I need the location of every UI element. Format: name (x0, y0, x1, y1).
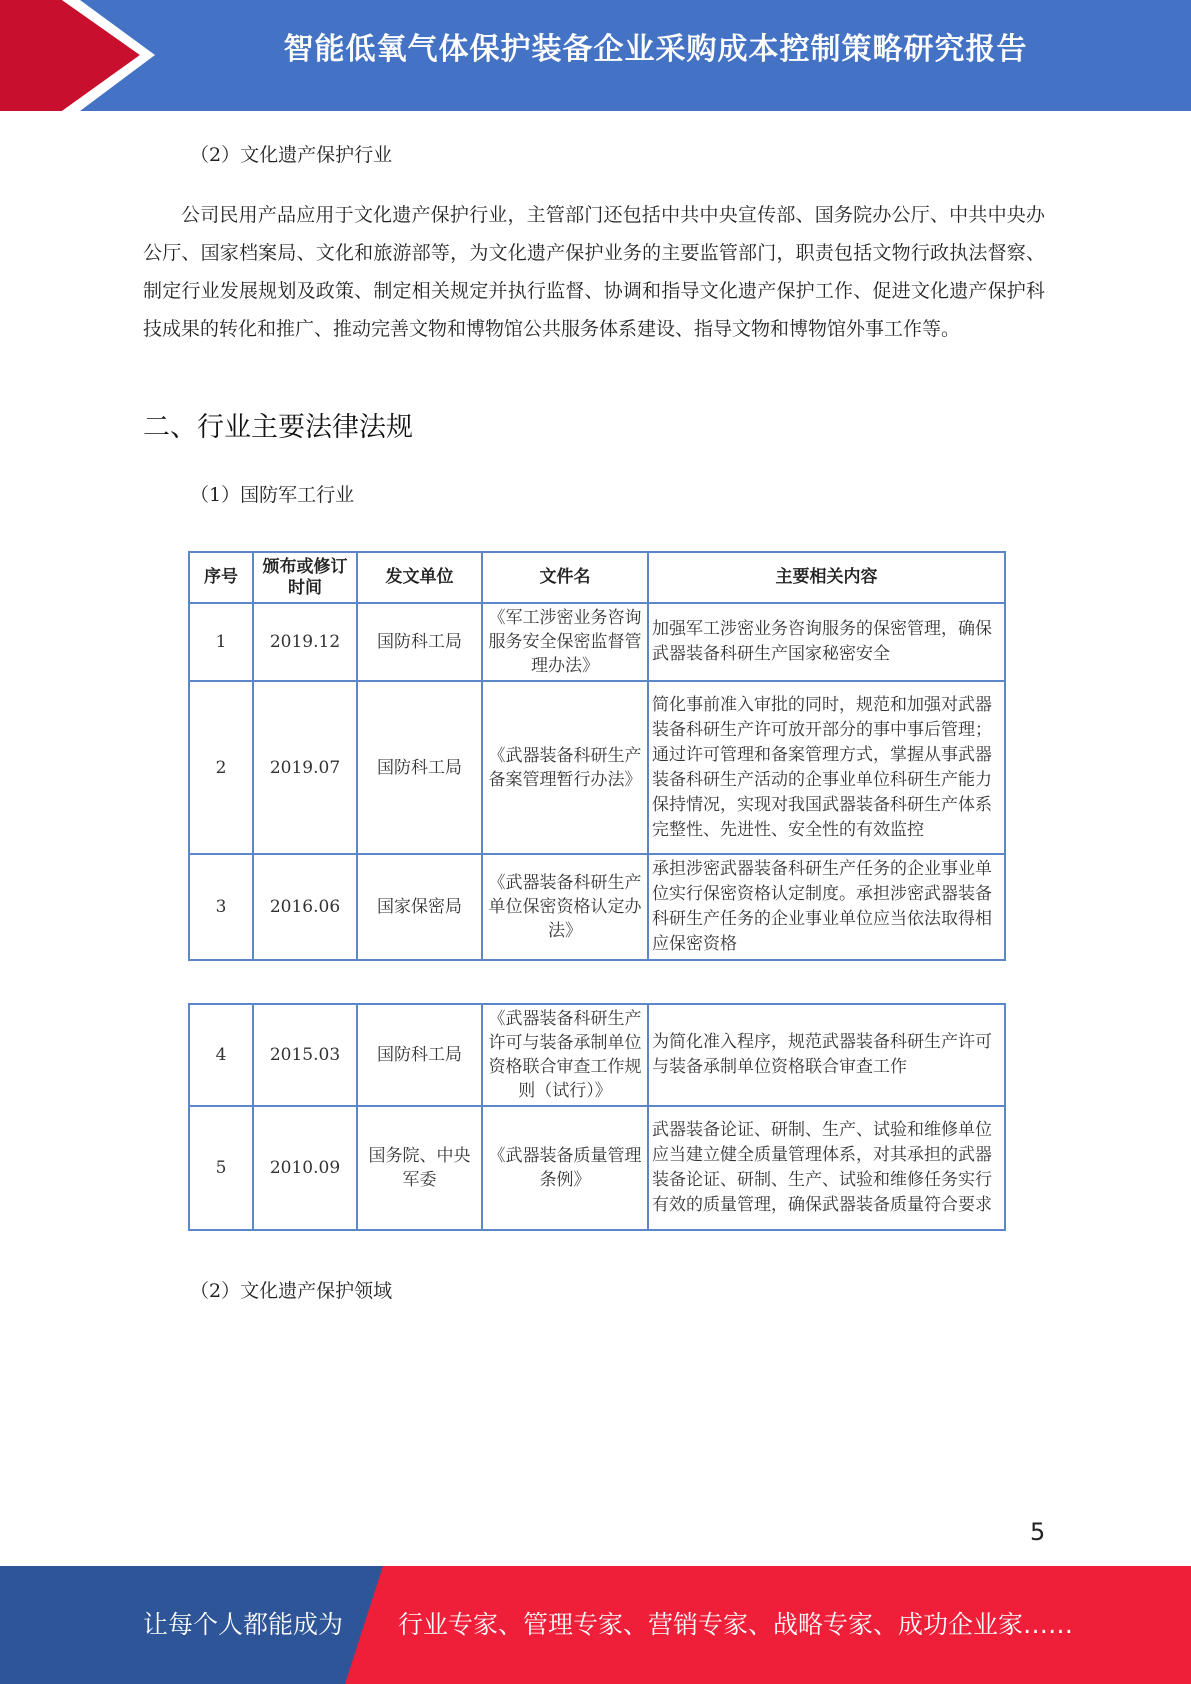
header-doc: 文件名 (482, 552, 648, 603)
header-no: 序号 (189, 552, 253, 603)
page-number: 5 (1030, 1518, 1046, 1546)
report-title: 智能低氧气体保护装备企业采购成本控制策略研究报告 (283, 32, 1028, 67)
cell-content: 承担涉密武器装备科研生产任务的企业事业单位实行保密资格认定制度。承担涉密武器装备科研生产任务的企业事业单位应当依法取得相应保密资格 (648, 854, 1005, 960)
body-paragraph: 公司民用产品应用于文化遗产保护行业，主管部门还包括中共中央宣传部、国务院办公厅、中共中央办公厅、国家档案局、文化和旅游部等，为文化遗产保护业务的主要监管部门，职责包括文物行政执法督察、制定行业发展规划及政策、制定相关规定并执行监督、协调和指导文化遗产保护工作、促进文化遗产保护科技成果的转化和推广、推动完善文物和博物馆公共服务体系建设、指导文物和博物馆外事工作等。 (143, 204, 1045, 340)
cell-doc: 《武器装备科研生产备案管理暂行办法》 (482, 681, 648, 854)
cell-doc: 《武器装备质量管理条例》 (482, 1106, 648, 1230)
subheading-defense-industry: （1）国防军工行业 (190, 484, 355, 506)
cell-date: 2015.03 (253, 1004, 357, 1106)
cell-date: 2019.07 (253, 681, 357, 854)
laws-table-part-2 (188, 1003, 1006, 1231)
cell-date: 2010.09 (253, 1106, 357, 1230)
footer-slogan-right: 行业专家、管理专家、营销专家、战略专家、成功企业家…… (398, 1610, 1074, 1639)
cell-content: 简化事前准入审批的同时，规范和加强对武器装备科研生产许可放开部分的事中事后管理；通过许可管理和备案管理方式，掌握从事武器装备科研生产活动的企事业单位科研生产能力保持情况，实现对我国武器装备科研生产体系完整性、先进性、安全性的有效监控 (648, 681, 1005, 854)
cell-no: 5 (189, 1106, 253, 1230)
header-content: 主要相关内容 (648, 552, 1005, 603)
section-heading-laws: 二、行业主要法律法规 (143, 412, 413, 443)
cell-no: 3 (189, 854, 253, 960)
table-row (189, 681, 1005, 854)
cell-doc: 《武器装备科研生产单位保密资格认定办法》 (482, 854, 648, 960)
cell-no: 4 (189, 1004, 253, 1106)
cell-content: 武器装备论证、研制、生产、试验和维修单位应当建立健全质量管理体系，对其承担的武器装备论证、研制、生产、试验和维修任务实行有效的质量管理，确保武器装备质量符合要求 (648, 1106, 1005, 1230)
header-date: 颁布或修订时间 (253, 552, 357, 603)
cell-date: 2016.06 (253, 854, 357, 960)
cell-doc: 《军工涉密业务咨询服务安全保密监督管理办法》 (482, 603, 648, 681)
cell-issuer: 国务院、中央军委 (357, 1106, 482, 1230)
header-issuer: 发文单位 (357, 552, 482, 603)
cell-content: 加强军工涉密业务咨询服务的保密管理，确保武器装备科研生产国家秘密安全 (648, 603, 1005, 681)
cell-issuer: 国防科工局 (357, 603, 482, 681)
footer-band (0, 1566, 1191, 1684)
cell-no: 1 (189, 603, 253, 681)
subheading-cultural-heritage-industry: （2）文化遗产保护行业 (190, 144, 393, 166)
cell-no: 2 (189, 681, 253, 854)
header-band (0, 0, 1191, 111)
laws-table-part-1 (188, 551, 1006, 961)
table-row (189, 1004, 1005, 1106)
cell-issuer: 国防科工局 (357, 1004, 482, 1106)
cell-doc: 《武器装备科研生产许可与装备承制单位资格联合审查工作规则（试行）》 (482, 1004, 648, 1106)
footer-slogan-left: 让每个人都能成为 (143, 1610, 344, 1639)
table-row (189, 854, 1005, 960)
table-row (189, 1106, 1005, 1230)
subheading-cultural-heritage-field: （2）文化遗产保护领域 (190, 1280, 393, 1302)
table-row (189, 603, 1005, 681)
cell-issuer: 国防科工局 (357, 681, 482, 854)
cell-issuer: 国家保密局 (357, 854, 482, 960)
cell-date: 2019.12 (253, 603, 357, 681)
table-header-row (189, 552, 1005, 603)
cell-content: 为简化准入程序，规范武器装备科研生产许可与装备承制单位资格联合审查工作 (648, 1004, 1005, 1106)
